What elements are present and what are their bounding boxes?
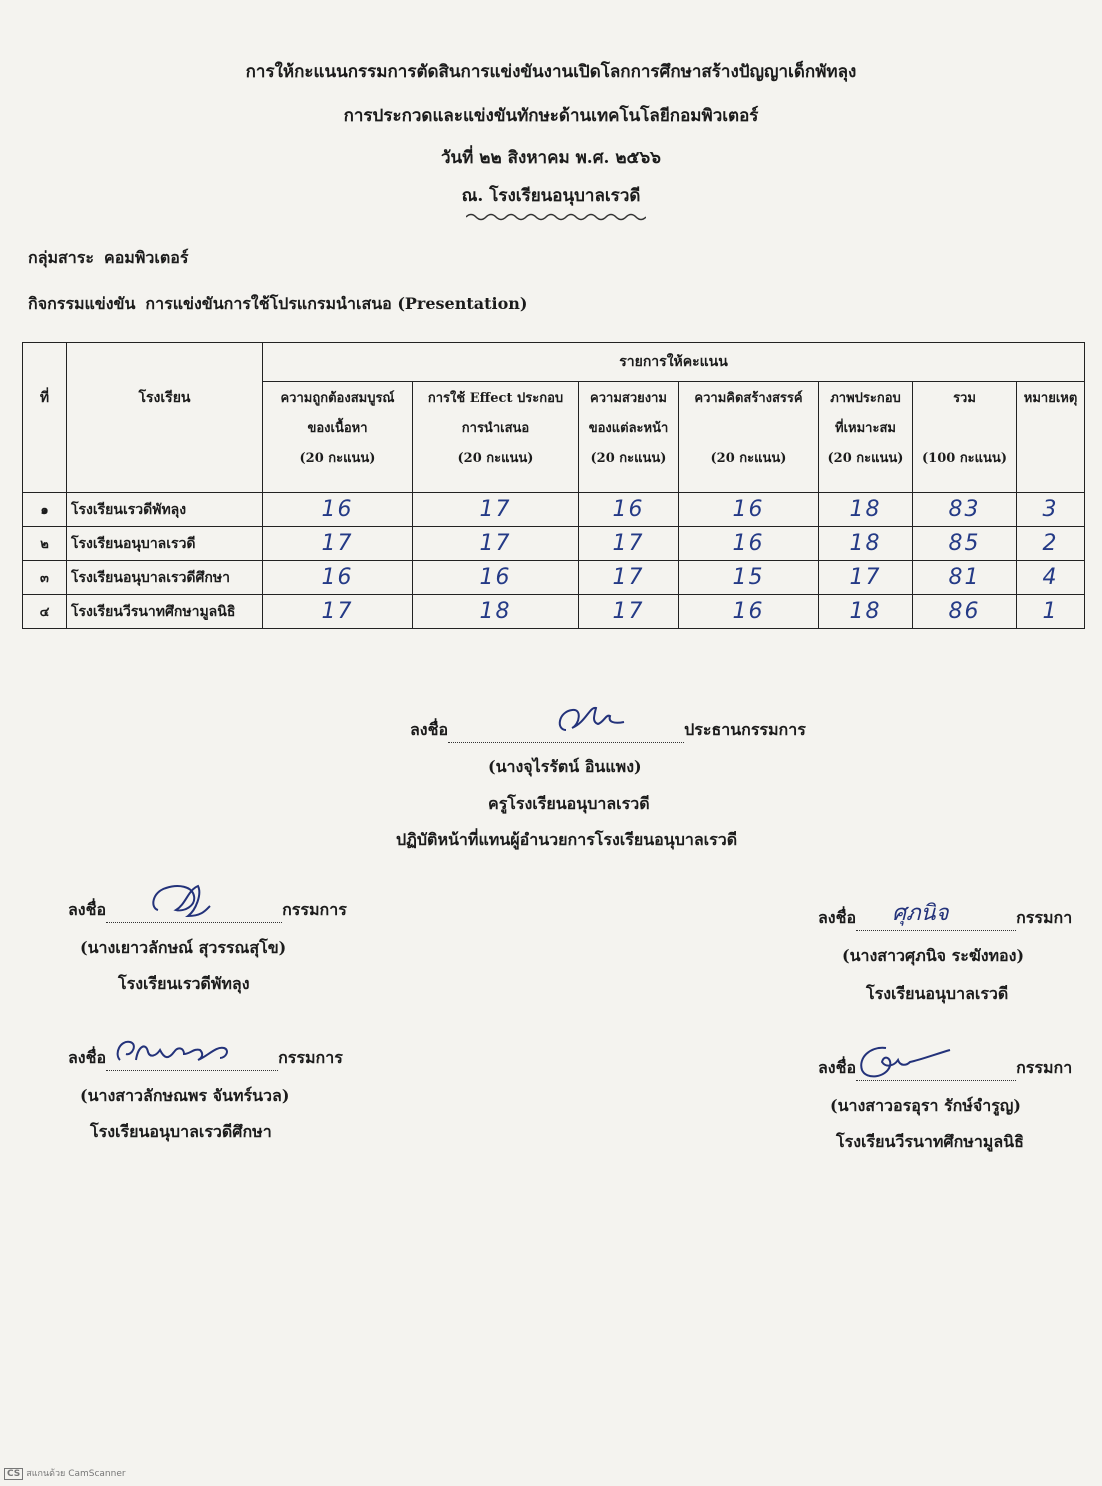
chair-name: (นางจุไรรัตน์ อินแพง)	[488, 757, 642, 776]
committee-1-name: (นางเยาวลักษณ์ สุวรรณสุโข)	[80, 938, 287, 957]
title-line-2: การประกวดและแข่งขันทักษะด้านเทคโนโลยีกอมพิวเตอร์	[343, 106, 759, 126]
committee-4-signature-line: ลงชื่อ กรรมกา	[818, 1056, 1072, 1081]
score-total: 81	[913, 561, 1017, 595]
committee-4-name: (นางสาวอรอุรา รักษ์จำรูญ)	[830, 1096, 1021, 1115]
chair-position: ครูโรงเรียนอนุบาลเรวดี	[488, 794, 650, 813]
committee-4-signature-field	[856, 1062, 1016, 1081]
chair-signature-line: ลงชื่อ ประธานกรรมการ	[410, 718, 806, 743]
score-effects: 16	[413, 561, 579, 595]
table-row	[23, 493, 1085, 527]
committee-3-role: กรรมกา	[1016, 908, 1073, 927]
score-beauty: 16	[579, 493, 679, 527]
activity-value: การแข่งขันการใช้โปรแกรมนำเสนอ (Presentation)	[145, 294, 528, 313]
criterion-header-effects: การใช้ Effect ประกอบ การนำเสนอ (20 กะแนน)	[413, 382, 579, 493]
competition-activity	[28, 292, 537, 317]
committee-2-signature-field	[106, 1052, 278, 1071]
score-effects: 17	[413, 493, 579, 527]
school-name: โรงเรียนอนุบาลเรวดีศึกษา	[67, 561, 263, 595]
committee-4-school: โรงเรียนวีรนาทศึกษามูลนิธิ	[836, 1132, 1024, 1151]
score-images: 18	[819, 595, 913, 629]
column-header-no: ที่	[23, 343, 67, 493]
scanner-watermark: CS สแกนด้วย CamScanner	[4, 1466, 126, 1480]
committee-4-role: กรรมกา	[1016, 1058, 1073, 1077]
score-total: 83	[913, 493, 1017, 527]
venue-line: ณ. โรงเรียนอนุบาลเรวดี	[461, 186, 641, 206]
score-beauty: 17	[579, 595, 679, 629]
committee-3-signature-scrawl: ศุภนิจ	[892, 901, 949, 926]
criterion-header-total: รวม (100 กะแนน)	[913, 382, 1017, 493]
score-note: 3	[1017, 493, 1085, 527]
score-content: 16	[263, 561, 413, 595]
decorative-divider	[466, 212, 646, 222]
committee-1-signature-scrawl	[146, 876, 216, 922]
score-effects: 18	[413, 595, 579, 629]
chair-acting-position: ปฏิบัติหน้าที่แทนผู้อำนวยการโรงเรียนอนุบาลเรวดี	[396, 830, 738, 849]
score-images: 17	[819, 561, 913, 595]
table-row	[23, 561, 1085, 595]
committee-1-signature-field	[106, 904, 282, 923]
title-line-1: การให้กะแนนกรรมการตัดสินการแข่งขันงานเปิดโลกการศึกษาสร้างปัญญาเด็กพัทลุง	[245, 62, 857, 82]
criterion-header-beauty: ความสวยงาม ของแต่ละหน้า (20 กะแนน)	[579, 382, 679, 493]
score-note: 1	[1017, 595, 1085, 629]
table-row	[23, 595, 1085, 629]
scanner-logo-icon: CS	[4, 1468, 23, 1480]
criterion-header-content: ความถูกต้องสมบูรณ์ ของเนื้อหา (20 กะแนน)	[263, 382, 413, 493]
school-name: โรงเรียนอนุบาลเรวดี	[67, 527, 263, 561]
row-number: ๔	[23, 595, 67, 629]
score-creativity: 16	[679, 493, 819, 527]
score-content: 16	[263, 493, 413, 527]
committee-1-school: โรงเรียนเรวดีพัทลุง	[118, 974, 250, 993]
committee-3-name: (นางสาวศุภนิจ ระฆังทอง)	[842, 946, 1025, 965]
committee-2-signature-scrawl	[112, 1030, 262, 1068]
subject-group-label: กลุ่มสาระ	[28, 248, 94, 267]
score-content: 17	[263, 595, 413, 629]
row-number: ๑	[23, 493, 67, 527]
chair-signature-field	[448, 724, 684, 743]
score-beauty: 17	[579, 561, 679, 595]
committee-3-signature-line: ลงชื่อ ศุภนิจ กรรมกา	[818, 906, 1072, 931]
row-number: ๓	[23, 561, 67, 595]
score-total: 85	[913, 527, 1017, 561]
subject-group-value: คอมพิวเตอร์	[103, 248, 189, 267]
criterion-header-images: ภาพประกอบ ที่เหมาะสม (20 กะแนน)	[819, 382, 913, 493]
score-creativity: 15	[679, 561, 819, 595]
row-number: ๒	[23, 527, 67, 561]
committee-3-school: โรงเรียนอนุบาลเรวดี	[866, 984, 1009, 1003]
score-creativity: 16	[679, 595, 819, 629]
committee-1-role: กรรมการ	[282, 900, 347, 919]
committee-2-role: กรรมการ	[278, 1048, 343, 1067]
score-images: 18	[819, 493, 913, 527]
chair-role: ประธานกรรมการ	[684, 720, 806, 739]
column-header-school: โรงเรียน	[67, 343, 263, 493]
chair-signature-scrawl	[546, 700, 636, 740]
school-name: โรงเรียนวีรนาทศึกษามูลนิธิ	[67, 595, 263, 629]
committee-2-name: (นางสาวลักษณพร จันทร์นวล)	[80, 1086, 290, 1105]
activity-label: กิจกรรมแข่งขัน	[28, 294, 136, 313]
score-note: 2	[1017, 527, 1085, 561]
subject-group	[28, 246, 198, 271]
committee-2-signature-line: ลงชื่อ กรรมการ	[68, 1046, 343, 1071]
score-table	[22, 342, 1085, 629]
score-total: 86	[913, 595, 1017, 629]
table-row	[23, 527, 1085, 561]
school-name: โรงเรียนเรวดีพัทลุง	[67, 493, 263, 527]
committee-1-signature-line: ลงชื่อ กรรมการ	[68, 898, 347, 923]
score-images: 18	[819, 527, 913, 561]
date-line: วันที่ ๒๒ สิงหาคม พ.ศ. ๒๕๖๖	[441, 148, 661, 168]
score-effects: 17	[413, 527, 579, 561]
score-beauty: 17	[579, 527, 679, 561]
score-note: 4	[1017, 561, 1085, 595]
criterion-header-note: หมายเหตุ	[1017, 382, 1085, 493]
score-content: 17	[263, 527, 413, 561]
committee-4-signature-scrawl	[856, 1042, 976, 1080]
criterion-header-creativity: ความคิดสร้างสรรค์ (20 กะแนน)	[679, 382, 819, 493]
committee-2-school: โรงเรียนอนุบาลเรวดีศึกษา	[90, 1122, 272, 1141]
score-creativity: 16	[679, 527, 819, 561]
column-group-header-criteria: รายการให้คะแนน	[263, 343, 1085, 382]
